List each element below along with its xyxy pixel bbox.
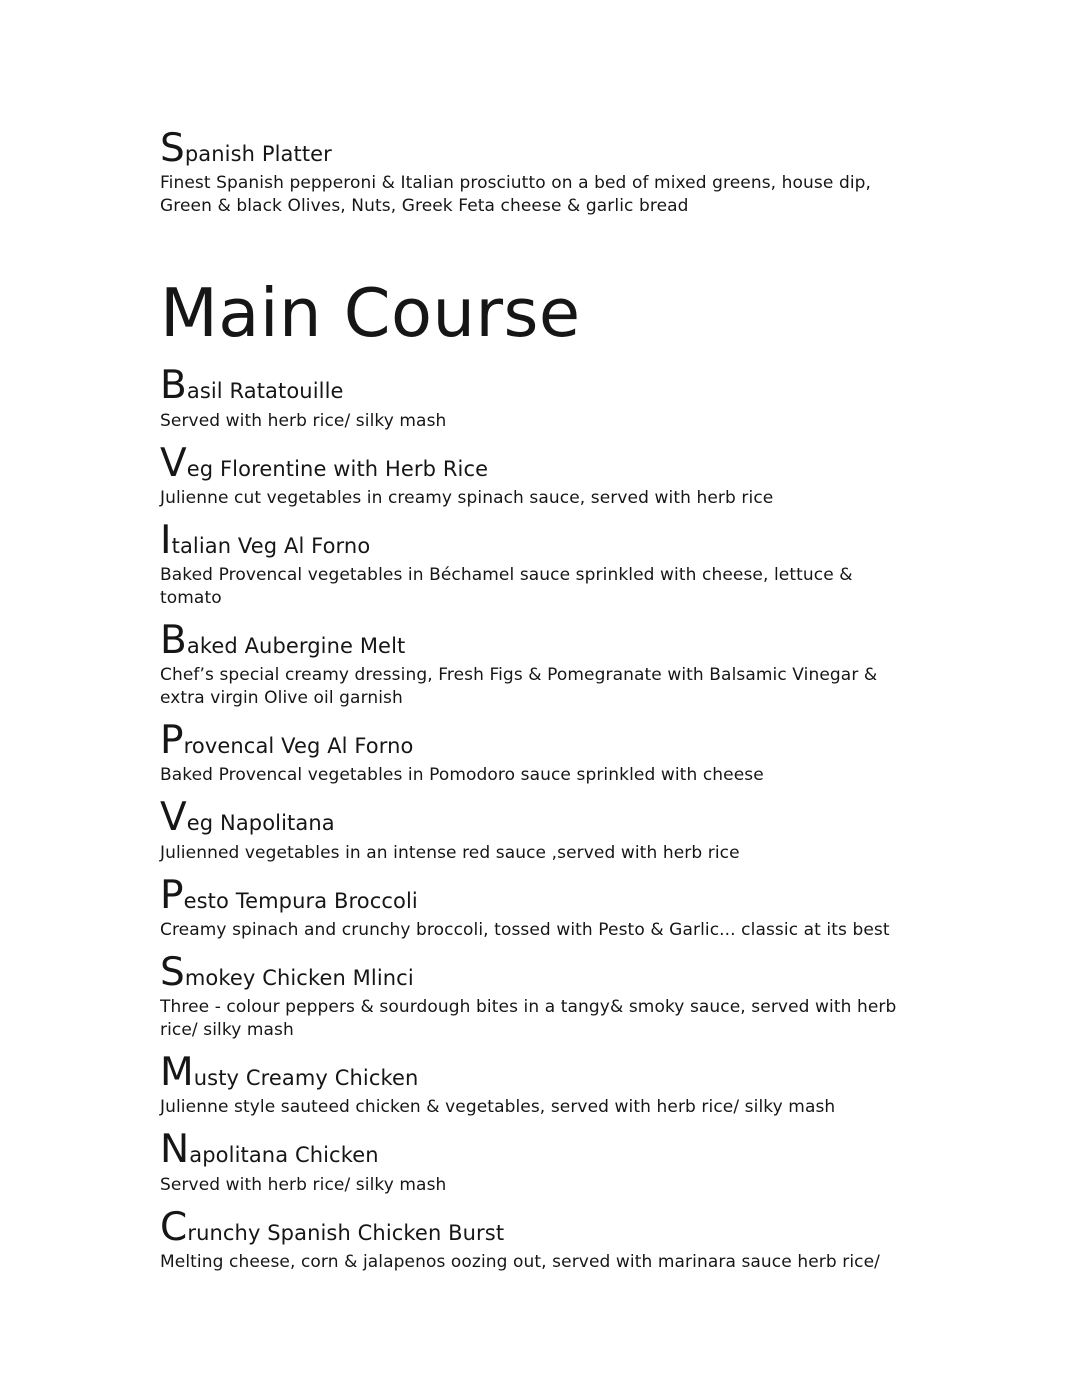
menu-item-title: Spanish Platter — [160, 126, 332, 171]
menu-item — [160, 718, 905, 787]
menu-item — [160, 1050, 905, 1119]
menu-item — [160, 618, 905, 710]
section-heading: Main Course — [160, 274, 581, 353]
menu-item — [160, 873, 905, 942]
menu-item-description: Baked Provencal vegetables in Pomodoro sauce sprinkled with cheese — [160, 765, 764, 786]
menu-item-title: Veg Florentine with Herb Rice — [160, 440, 489, 486]
menu-item-description: Three - colour peppers & sourdough bites in a tangy& smoky sauce, served with herb rice/ silky mash — [160, 997, 897, 1041]
menu-item — [160, 126, 905, 218]
menu-item-title: Provencal Veg Al Forno — [160, 718, 414, 764]
menu-item-description: Finest Spanish pepperoni & Italian prosciutto on a bed of mixed greens, house dip, Green & black Olives, Nuts, Greek Feta cheese & garlic bread — [160, 173, 872, 217]
menu-item-description: Julienne cut vegetables in creamy spinach sauce, served with herb rice — [160, 487, 774, 508]
menu-item-title: Crunchy Spanish Chicken Burst — [160, 1204, 505, 1250]
menu-item-title: Pesto Tempura Broccoli — [160, 872, 418, 918]
menu-item-description: Creamy spinach and crunchy broccoli, tossed with Pesto & Garlic... classic at its best — [160, 919, 890, 940]
menu-item — [160, 795, 905, 864]
menu-item-description: Julienned vegetables in an intense red sauce ,served with herb rice — [160, 842, 740, 863]
menu-item-description: Served with herb rice/ silky mash — [160, 1174, 447, 1195]
menu-item — [160, 441, 905, 510]
menu-item — [160, 1205, 905, 1274]
menu-item-description: Chef’s special creamy dressing, Fresh Figs & Pomegranate with Balsamic Vinegar & extra virgin Olive oil garnish — [160, 665, 878, 709]
menu-item-title: Musty Creamy Chicken — [160, 1050, 419, 1096]
menu-item — [160, 1127, 905, 1196]
menu-item-title: Napolitana Chicken — [160, 1127, 379, 1173]
menu-item — [160, 518, 905, 610]
menu-item-title: Smokey Chicken Mlinci — [160, 949, 414, 995]
menu-item-title: Baked Aubergine Melt — [160, 617, 406, 663]
menu-item-title: Basil Ratatouille — [160, 363, 344, 409]
menu-item-description: Served with herb rice/ silky mash — [160, 410, 447, 431]
menu-item — [160, 363, 905, 432]
menu-item-description: Melting cheese, corn & jalapenos oozing out, served with marinara sauce herb rice/ — [160, 1251, 880, 1272]
menu-item-description: Julienne style sauteed chicken & vegetables, served with herb rice/ silky mash — [160, 1097, 836, 1118]
menu-item-description: Baked Provencal vegetables in Béchamel sauce sprinkled with cheese, lettuce & tomato — [160, 564, 853, 608]
menu-item-title: Italian Veg Al Forno — [160, 517, 371, 563]
menu-item-title: Veg Napolitana — [160, 795, 335, 841]
menu-item — [160, 950, 905, 1042]
